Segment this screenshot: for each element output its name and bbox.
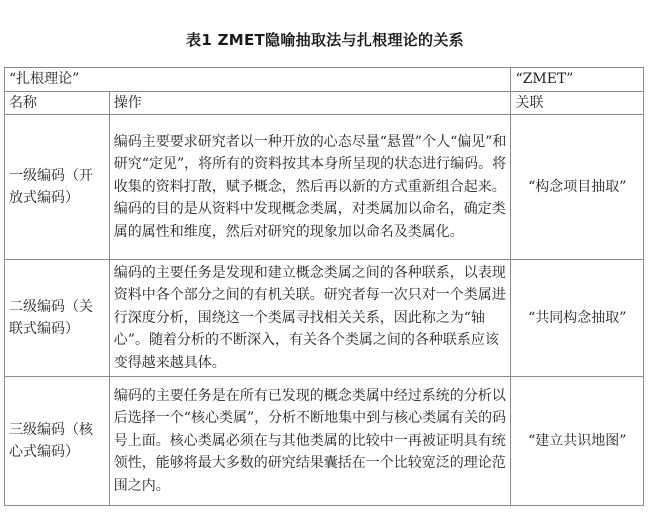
column-header-link: 关联 (511, 91, 644, 115)
row-operation-cell: 编码的主要任务是在所有已发现的概念类属中经过系统的分析以后选择一个“核心类属”，分析不断地集中到与核心类属有关的码号上面。核心类属必须在与其他类属的比较中一再被证明具有统领性，能够将最大多数的研究结果囊括在一个比较宽泛的理论范围之内。 (109, 377, 511, 506)
table-row (5, 260, 644, 377)
table-title: 表1 ZMET隐喻抽取法与扎根理论的关系 (186, 31, 464, 49)
column-header-operation: 操作 (109, 91, 511, 115)
column-header-row (5, 91, 644, 115)
row-name-cell: 一级编码（开放式编码） (5, 115, 110, 260)
row-name-cell: 二级编码（关联式编码） (5, 260, 110, 377)
group-header-grounded-theory: “扎根理论” (5, 68, 511, 92)
table-row (5, 115, 644, 260)
row-link-cell: “建立共识地图” (511, 377, 644, 506)
row-operation-cell: 编码的主要任务是发现和建立概念类属之间的各种联系，以表现资料中各个部分之间的有机关联。研究者每一次只对一个类属进行深度分析，围绕这一个类属寻找相关关系，因此称之为“轴心”。随着分析的不断深入，有关各个类属之间的各种联系应该变得越来越具体。 (109, 260, 511, 377)
relation-table (4, 67, 644, 506)
table-row (5, 377, 644, 506)
group-header-zmet: “ZMET” (511, 68, 644, 92)
row-link-cell: “构念项目抽取” (511, 115, 644, 260)
row-name-cell: 三级编码（核心式编码） (5, 377, 110, 506)
row-link-cell: “共同构念抽取” (511, 260, 644, 377)
group-header-row (5, 68, 644, 92)
row-operation-cell: 编码主要要求研究者以一种开放的心态尽量“悬置”个人“偏见”和研究“定见”，将所有的资料按其本身所呈现的状态进行编码。将收集的资料打散，赋予概念，然后再以新的方式重新组合起来。编码的目的是从资料中发现概念类属，对类属加以命名，确定类属的属性和维度，然后对研究的现象加以命名及类属化。 (109, 115, 511, 260)
column-header-name: 名称 (5, 91, 110, 115)
